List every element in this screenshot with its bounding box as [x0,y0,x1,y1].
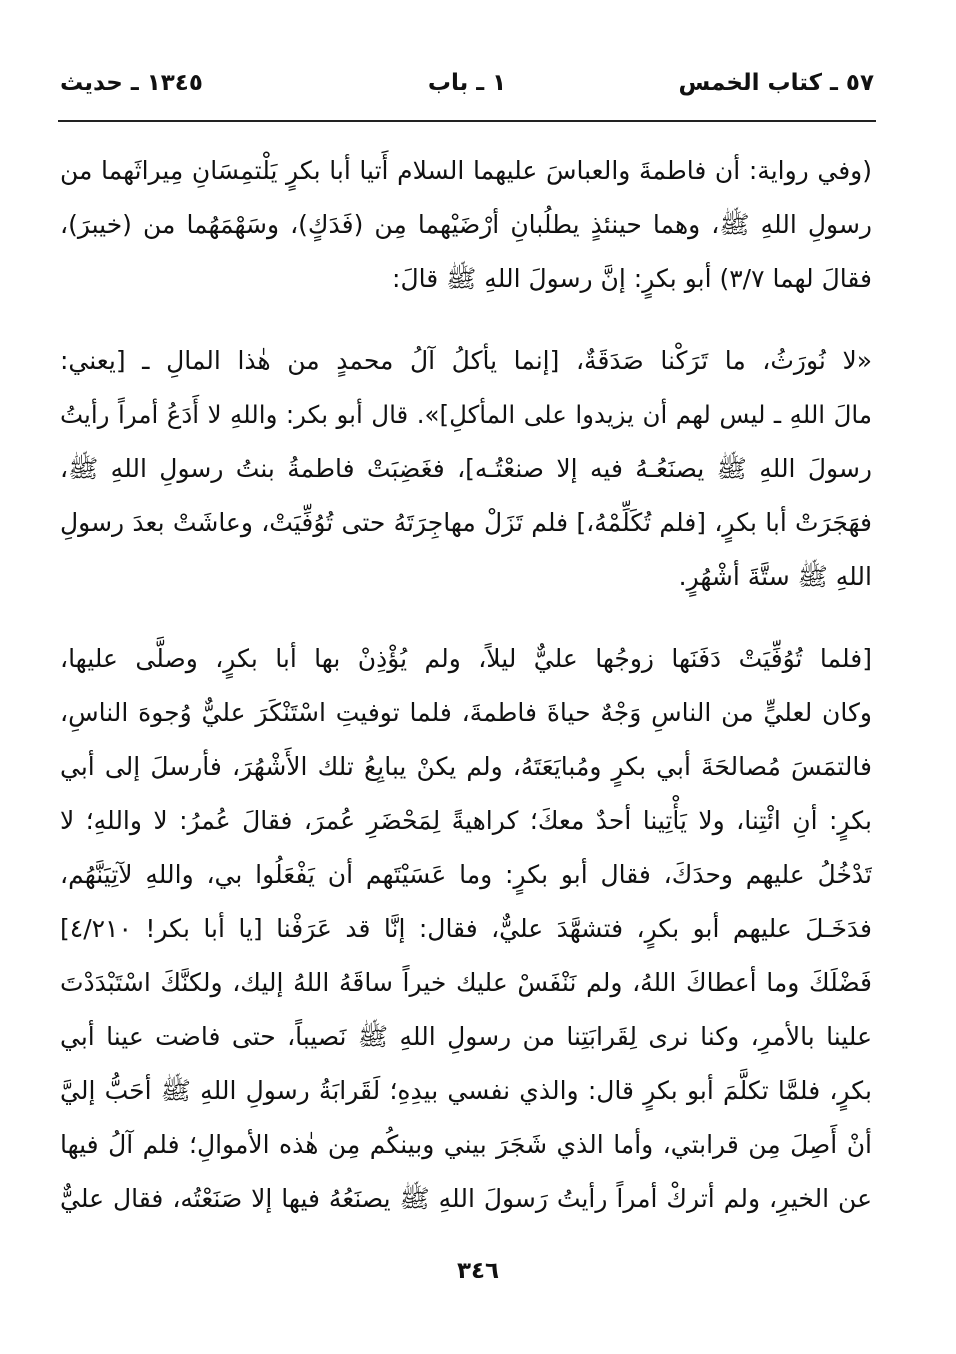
text-line: فدَخَـلَ عليهم أبو بكرٍ، فتشهَّدَ عليٌّ، فقال: إنَّا قد عَرَفْنا [يا أبا بكر! ٤/٢١٠] [60,914,872,943]
text-line: فقالَ لهما ٣/٧) أبو بكرٍ: إنَّ رسولَ اللهِ ﷺ قالَ: [392,264,872,293]
text-line: تَدْخُلُ عليهم وحدَكَ، فقال أبو بكرٍ: وما عَسَيْتَهم أن يَفْعَلُوا بي، واللهِ لآتِيَنَّهُم، [60,860,872,889]
paragraph-gap [60,306,872,334]
text-line: (وفي رواية: أن فاطمةَ والعباسَ عليهما السلام أَتيا أبا بكرٍ يَلْتمِسَانِ مِيراثَهما من [60,156,872,185]
text-line: وكان لعليٍّ من الناسِ وَجْهٌ حياةَ فاطمةَ، فلما توفيتِ اسْتَنْكَرَ عليٌّ وُجوهَ الناسِ، [60,698,872,727]
text-line: فالتمَسَ مُصالحَةَ أبي بكرٍ ومُبايَعَتَهُ، ولم يكنْ يبايِعُ تلك الأَشْهُرَ، فأرسلَ إلى أبي [60,752,872,781]
running-header [60,70,874,106]
text-line: فهَجَرَتْ أبا بكرٍ، [فلم تُكَلِّمْهُ،] فلم تَزَلْ مهاجِرَتَهُ حتى تُوُفِّيَتْ، وعاشَتْ بعدَ رسولِ [60,508,872,537]
text-line: «لا نُورَثُ، ما تَرَكْنا صَدَقَةٌ، [إنما يأكلُ آلُ محمدٍ من هٰذا المالِ ـ [يعني: [60,346,872,375]
paragraph-2 [60,334,872,604]
main-text [60,144,872,1226]
section-title: ١ ـ باب [427,70,507,96]
text-line: عن الخيرِ، ولم أتركْ أمراً رأيتُ رَسولَ اللهِ ﷺ يصنَعُهُ فيها إلا صَنَعْتُه، فقال عليٌّ [60,1184,872,1213]
text-line: أنْ أَصِلَ مِن قرابتي، وأما الذي شَجَرَ بيني وبينكُم مِن هٰذه الأموالِ؛ فلم آلُ فيها [60,1130,872,1159]
text-line: [فلما تُوُفِّيَتْ دَفَنَها زوجُها عليٌّ ليلاً، ولم يُؤْذِنْ بها أبا بكرٍ، وصلَّى عليها، [60,644,872,673]
text-line: فَضْلَكَ وما أعطاكَ اللهُ، ولم نَنْفَسْ عليك خيراً ساقَهُ اللهُ إليك، ولكنَّكَ اسْتَبْدَدْتَ [60,968,872,997]
text-line: بكرٍ: أنِ ائْتِنا، ولا يَأْتِينا أحدٌ معكَ؛ كراهيةً لِمَحْضَرِ عُمرَ، فقالَ عُمرُ: لا واللهِ؛ لا [60,806,872,835]
text-line: علينا بالأمرِ، وكنا نرى لِقَرابَتِنا من رسولِ اللهِ ﷺ نَصيباً، حتى فاضت عينا أبي [60,1022,872,1051]
text-line: اللهِ ﷺ ستَّةَ أشْهُرٍ. [678,562,872,591]
chapter-title: ٥٧ ـ كتاب الخمس [678,70,874,96]
text-line: بكرٍ، فلمَّا تكلَّمَ أبو بكرٍ قال: والذي نفسي بيدِهِ؛ لَقَرابَةُ رسولِ اللهِ ﷺ أحَبُّ إليَّ [60,1076,872,1105]
paragraph-1 [60,144,872,306]
header-rule [58,120,876,122]
paragraph-gap [60,604,872,632]
text-line: مالَ اللهِ ـ ليس لهم أن يزيدوا على المأكلِ]». قال أبو بكر: واللهِ لا أَدَعُ أمراً رأيتُ [60,400,872,429]
hadith-number: ١٣٤٥ ـ حديث [60,70,203,96]
page-number: ٣٤٦ [456,1258,500,1284]
text-line: رسولَ اللهِ ﷺ يصنَعُـهُ فيه إلا صنعْتُـه]، فغَضِبَتْ فاطمةُ بنتُ رسولِ اللهِ ﷺ، [60,454,872,483]
text-line: رسولِ اللهِ ﷺ، وهما حينئذٍ يطلُبانِ أرْضَيْهما مِن (فَدَكٍ)، وسَهْمَهُما من (خيبرَ)، [60,210,872,239]
paragraph-3 [60,632,872,1226]
